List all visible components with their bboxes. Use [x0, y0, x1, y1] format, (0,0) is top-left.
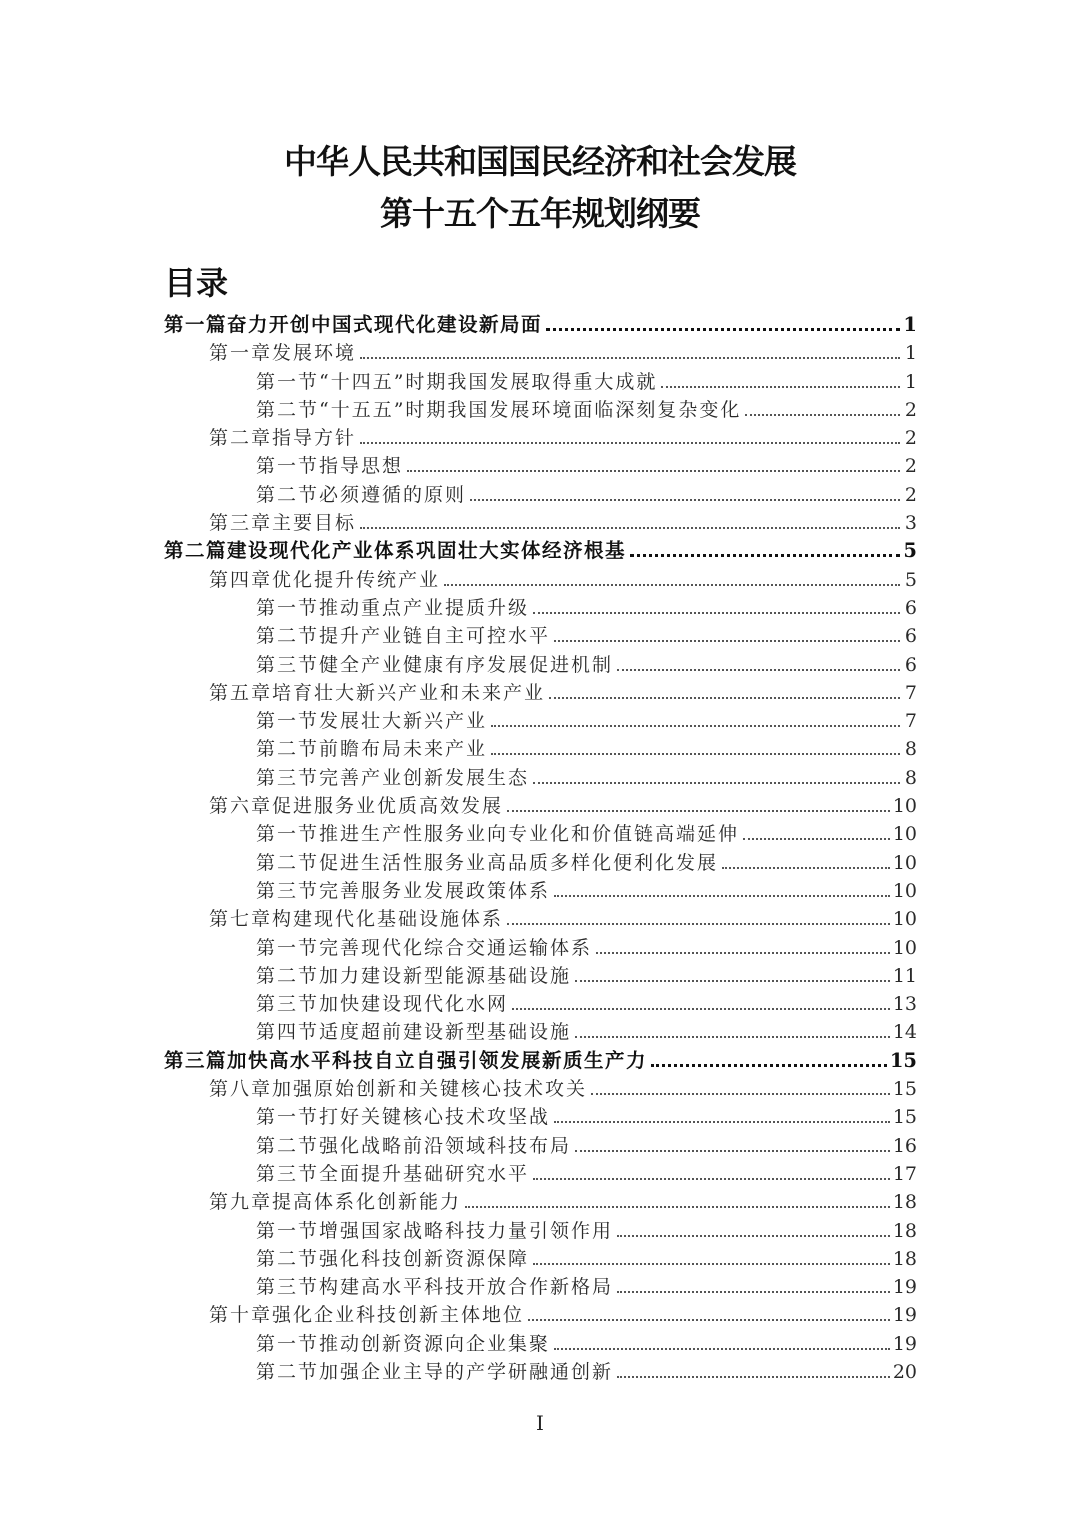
toc-dot-leader [491, 753, 900, 755]
toc-entry-page-number: 13 [892, 993, 917, 1016]
toc-entry-page-number: 8 [904, 766, 917, 789]
toc-entry-chapter[interactable] [164, 1301, 917, 1329]
toc-entry-page-number: 5 [904, 568, 917, 591]
toc-entry-section[interactable] [164, 962, 917, 990]
toc-entry-page-number: 2 [904, 427, 917, 450]
toc-entry-title: 第一节完善现代化综合交通运输体系 [256, 936, 593, 959]
toc-entry-title: 第一节打好关键核心技术攻坚战 [256, 1106, 551, 1129]
toc-entry-title: 第一节“十四五”时期我国发展取得重大成就 [256, 370, 658, 393]
toc-entry-title: 第七章构建现代化基础设施体系 [209, 908, 504, 931]
toc-dot-leader [575, 1036, 890, 1038]
toc-entry-title: 第一节发展壮大新兴产业 [256, 710, 488, 733]
toc-entry-title: 第一篇奋力开创中国式现代化建设新局面 [164, 313, 543, 336]
toc-dot-leader [575, 1150, 890, 1152]
toc-entry-section[interactable] [164, 368, 917, 396]
toc-entry-section[interactable] [164, 1103, 917, 1131]
toc-entry-page-number: 6 [904, 625, 917, 648]
toc-entry-section[interactable] [164, 707, 917, 735]
toc-entry-page-number: 17 [892, 1162, 917, 1185]
toc-entry-title: 第一章发展环境 [209, 342, 357, 365]
toc-dot-leader [528, 1319, 890, 1321]
toc-entry-title: 第一节推动创新资源向企业集聚 [256, 1332, 551, 1355]
toc-entry-section[interactable] [164, 594, 917, 622]
toc-entry-section[interactable] [164, 1160, 917, 1188]
toc-entry-title: 第二节提升产业链自主可控水平 [256, 625, 551, 648]
toc-entry-title: 第三节加快建设现代化水网 [256, 993, 509, 1016]
toc-entry-title: 第二节促进生活性服务业高品质多样化便利化发展 [256, 851, 719, 874]
toc-entry-page-number: 15 [892, 1078, 917, 1101]
toc-entry-page-number: 16 [892, 1134, 917, 1157]
toc-dot-leader [533, 1263, 890, 1265]
toc-entry-title: 第二节“十五五”时期我国发展环境面临深刻复杂变化 [256, 398, 742, 421]
toc-dot-leader [533, 612, 900, 614]
toc-entry-section[interactable] [164, 764, 917, 792]
toc-dot-leader [554, 1121, 890, 1123]
toc-entry-title: 第九章提高体系化创新能力 [209, 1191, 462, 1214]
toc-entry-page-number: 3 [904, 512, 917, 535]
toc-entry-page-number: 2 [904, 455, 917, 478]
toc-dot-leader [549, 697, 900, 699]
toc-entry-chapter[interactable] [164, 424, 917, 452]
toc-heading: 目录 [164, 264, 229, 302]
toc-dot-leader [661, 386, 900, 388]
toc-entry-page-number: 5 [903, 539, 917, 563]
toc-entry-part[interactable] [164, 311, 917, 339]
toc-dot-leader [596, 952, 890, 954]
toc-entry-title: 第六章促进服务业优质高效发展 [209, 795, 504, 818]
toc-entry-title: 第五章培育壮大新兴产业和未来产业 [209, 681, 546, 704]
toc-dot-leader [407, 470, 900, 472]
toc-entry-section[interactable] [164, 877, 917, 905]
toc-entry-section[interactable] [164, 1358, 917, 1386]
toc-entry-section[interactable] [164, 1018, 917, 1046]
toc-dot-leader [743, 838, 890, 840]
toc-entry-part[interactable] [164, 1047, 917, 1075]
toc-entry-page-number: 6 [904, 653, 917, 676]
toc-entry-title: 第二节加强企业主导的产学研融通创新 [256, 1360, 614, 1383]
toc-entry-section[interactable] [164, 481, 917, 509]
toc-entry-section[interactable] [164, 622, 917, 650]
toc-dot-leader [554, 1348, 890, 1350]
toc-entry-page-number: 14 [892, 1021, 917, 1044]
toc-entry-title: 第二节必须遵循的原则 [256, 483, 467, 506]
toc-entry-page-number: 1 [903, 313, 917, 336]
toc-entry-title: 第四节适度超前建设新型基础设施 [256, 1021, 572, 1044]
toc-entry-section[interactable] [164, 934, 917, 962]
toc-entry-section[interactable] [164, 1330, 917, 1358]
toc-entry-title: 第二节强化战略前沿领域科技布局 [256, 1134, 572, 1157]
toc-entry-title: 第二节加力建设新型能源基础设施 [256, 964, 572, 987]
toc-entry-page-number: 18 [892, 1191, 917, 1214]
toc-dot-leader [444, 584, 900, 586]
toc-dot-leader [617, 1376, 890, 1378]
toc-entry-section[interactable] [164, 651, 917, 679]
toc-entry-chapter[interactable] [164, 509, 917, 537]
toc-entry-title: 第二节强化科技创新资源保障 [256, 1247, 530, 1270]
toc-entry-section[interactable] [164, 820, 917, 848]
document-title-line-1: 中华人民共和国国民经济和社会发展 [284, 142, 796, 181]
toc-dot-leader [617, 669, 900, 671]
toc-entry-chapter[interactable] [164, 1188, 917, 1216]
toc-dot-leader [554, 895, 890, 897]
toc-entry-page-number: 1 [904, 370, 917, 393]
toc-dot-leader [360, 357, 900, 359]
toc-entry-page-number: 19 [892, 1332, 917, 1355]
toc-entry-page-number: 7 [904, 681, 917, 704]
toc-entry-title: 第三章主要目标 [209, 512, 357, 535]
toc-dot-leader [512, 1008, 890, 1010]
toc-dot-leader [745, 414, 900, 416]
toc-dot-leader [507, 923, 890, 925]
toc-entry-title: 第二节前瞻布局未来产业 [256, 738, 488, 761]
toc-dot-leader [360, 527, 900, 529]
toc-entry-title: 第一节增强国家战略科技力量引领作用 [256, 1219, 614, 1242]
toc-dot-leader [491, 725, 900, 727]
toc-entry-title: 第三篇加快高水平科技自立自强引领发展新质生产力 [164, 1048, 648, 1072]
page-number: I [536, 1411, 544, 1435]
toc-entry-title: 第三节构建高水平科技开放合作新格局 [256, 1276, 614, 1299]
toc-dot-leader [465, 1206, 890, 1208]
toc-entry-page-number: 10 [892, 879, 917, 902]
toc-entry-section[interactable] [164, 1245, 917, 1273]
toc-dot-leader [722, 867, 890, 869]
toc-entry-page-number: 20 [892, 1360, 917, 1383]
toc-entry-title: 第三节健全产业健康有序发展促进机制 [256, 653, 614, 676]
toc-entry-title: 第二篇建设现代化产业体系巩固壮大实体经济根基 [164, 539, 627, 563]
toc-entry-page-number: 18 [892, 1219, 917, 1242]
toc-entry-page-number: 19 [892, 1304, 917, 1327]
toc-entry-title: 第八章加强原始创新和关键核心技术攻关 [209, 1078, 588, 1101]
toc-dot-leader [507, 810, 890, 812]
toc-entry-section[interactable] [164, 849, 917, 877]
toc-dot-leader [533, 1178, 890, 1180]
toc-entry-title: 第十章强化企业科技创新主体地位 [209, 1304, 525, 1327]
toc-entry-section[interactable] [164, 452, 917, 480]
toc-entry-title: 第二章指导方针 [209, 427, 357, 450]
toc-entry-section[interactable] [164, 1132, 917, 1160]
toc-entry-chapter[interactable] [164, 339, 917, 367]
toc-dot-leader [591, 1093, 890, 1095]
toc-dot-leader [575, 980, 890, 982]
toc-entry-title: 第四章优化提升传统产业 [209, 568, 441, 591]
toc-entry-title: 第三节完善服务业发展政策体系 [256, 879, 551, 902]
toc-entry-title: 第三节全面提升基础研究水平 [256, 1162, 530, 1185]
toc-dot-leader [470, 499, 900, 501]
toc-dot-leader [617, 1291, 890, 1293]
toc-entry-page-number: 10 [892, 851, 917, 874]
table-of-contents [164, 311, 917, 1386]
toc-entry-title: 第一节推动重点产业提质升级 [256, 596, 530, 619]
toc-entry-chapter[interactable] [164, 905, 917, 933]
toc-entry-page-number: 2 [904, 398, 917, 421]
toc-entry-page-number: 19 [892, 1276, 917, 1299]
toc-entry-page-number: 6 [904, 596, 917, 619]
toc-entry-chapter[interactable] [164, 1075, 917, 1103]
toc-entry-chapter[interactable] [164, 679, 917, 707]
toc-entry-chapter[interactable] [164, 566, 917, 594]
toc-entry-section[interactable] [164, 735, 917, 763]
toc-entry-title: 第一节指导思想 [256, 455, 404, 478]
toc-dot-leader [533, 782, 900, 784]
document-title-line-2: 第十五个五年规划纲要 [380, 194, 700, 233]
toc-entry-title: 第三节完善产业创新发展生态 [256, 766, 530, 789]
toc-dot-leader [360, 442, 900, 444]
toc-dot-leader [546, 328, 900, 331]
toc-entry-page-number: 2 [904, 483, 917, 506]
toc-entry-page-number: 8 [904, 738, 917, 761]
toc-entry-chapter[interactable] [164, 792, 917, 820]
toc-entry-page-number: 10 [892, 908, 917, 931]
toc-entry-page-number: 7 [904, 710, 917, 733]
toc-entry-part[interactable] [164, 537, 917, 565]
toc-entry-page-number: 1 [904, 342, 917, 365]
toc-entry-page-number: 10 [892, 823, 917, 846]
toc-dot-leader [651, 1064, 887, 1067]
toc-entry-page-number: 18 [892, 1247, 917, 1270]
toc-entry-section[interactable] [164, 990, 917, 1018]
toc-entry-page-number: 15 [892, 1106, 917, 1129]
toc-entry-page-number: 10 [892, 795, 917, 818]
toc-dot-leader [630, 554, 900, 557]
toc-entry-section[interactable] [164, 396, 917, 424]
toc-entry-title: 第一节推进生产性服务业向专业化和价值链高端延伸 [256, 823, 740, 846]
toc-entry-page-number: 11 [892, 964, 917, 987]
toc-entry-section[interactable] [164, 1273, 917, 1301]
toc-dot-leader [617, 1235, 890, 1237]
toc-entry-page-number: 15 [889, 1048, 917, 1072]
toc-entry-page-number: 10 [892, 936, 917, 959]
toc-dot-leader [554, 640, 900, 642]
toc-entry-section[interactable] [164, 1217, 917, 1245]
